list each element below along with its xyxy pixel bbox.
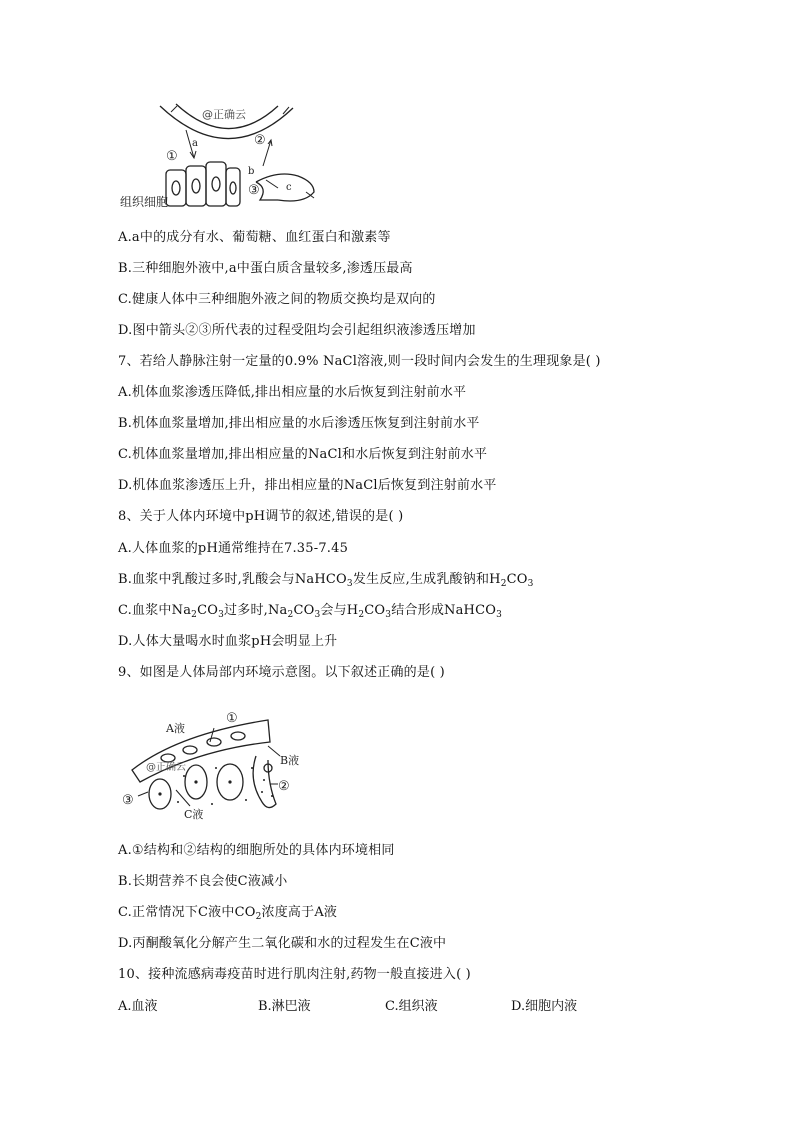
circled-3: ③: [248, 183, 260, 198]
label-a-fluid: A液: [166, 722, 185, 735]
q7-stem: 7、若给人静脉注射一定量的0.9% NaCl溶液,则一段时间内会发生的生理现象是( ): [118, 354, 601, 369]
label-c-fluid: C液: [184, 808, 204, 821]
internal-environment-diagram: [118, 706, 318, 822]
tissue-cell-label: 组织细胞: [120, 195, 169, 209]
label-c: c: [286, 182, 292, 193]
q9-option-d: D.丙酮酸氧化分解产生二氧化碳和水的过程发生在C液中: [118, 936, 447, 951]
q9-option-a: A.①结构和②结构的细胞所处的具体内环境相同: [118, 843, 395, 858]
q6-option-d: D.图中箭头②③所代表的过程受阻均会引起组织液渗透压增加: [118, 323, 476, 338]
q6-option-b: B.三种细胞外液中,a中蛋白质含量较多,渗透压最高: [118, 261, 413, 276]
q9-watermark: @正确云: [146, 762, 186, 773]
circled-1: ①: [166, 149, 178, 164]
q6-option-a: A.a中的成分有水、葡萄糖、血红蛋白和激素等: [118, 230, 391, 245]
watermark-text: @正确云: [202, 108, 246, 121]
q8-stem: 8、关于人体内环境中pH调节的叙述,错误的是( ): [118, 509, 404, 524]
q9-option-b: B.长期营养不良会使C液减小: [118, 874, 288, 889]
q9-circled-2: ②: [278, 779, 290, 794]
q10-option-a: A.血液: [118, 999, 158, 1014]
q8-option-b: B.血浆中乳酸过多时,乳酸会与NaHCO$_3$发生反应,生成乳酸钠和$H_2CO_3$: [118, 572, 534, 589]
q9-option-c: C.正常情况下C液中$CO_2$浓度高于A液: [118, 905, 338, 922]
q6-option-c: C.健康人体中三种细胞外液之间的物质交换均是双向的: [118, 292, 436, 307]
q10-option-c: C.组织液: [385, 999, 438, 1014]
q10-option-d: D.细胞内液: [511, 999, 578, 1014]
circled-2: ②: [254, 133, 266, 148]
label-b-fluid: B液: [280, 754, 300, 767]
label-a: a: [192, 138, 198, 149]
q7-option-b: B.机体血浆量增加,排出相应量的水后渗透压恢复到注射前水平: [118, 416, 480, 431]
q8-option-c: C.血浆中$Na_2CO_3$过多时$,Na_2CO_3$会与$H_2CO_3$结合形成NaHCO$_3$: [118, 603, 503, 620]
q10-option-b: B.淋巴液: [258, 999, 311, 1014]
q9-stem: 9、如图是人体局部内环境示意图。以下叙述正确的是( ): [118, 665, 445, 680]
q9-circled-1: ①: [226, 711, 238, 726]
q10-stem: 10、接种流感病毒疫苗时进行肌肉注射,药物一般直接进入( ): [118, 967, 471, 982]
q7-option-c: C.机体血浆量增加,排出相应量的NaCl和水后恢复到注射前水平: [118, 447, 488, 462]
q7-option-d: D.机体血浆渗透压上升，排出相应量的NaCl后恢复到注射前水平: [118, 478, 497, 493]
q7-option-a: A.机体血浆渗透压降低,排出相应量的水后恢复到注射前水平: [118, 385, 467, 400]
q9-circled-3: ③: [122, 793, 134, 808]
q8-option-a: A.人体血浆的pH通常维持在7.35-7.45: [118, 541, 349, 556]
label-b: b: [248, 166, 255, 177]
q8-option-d: D.人体大量喝水时血浆pH会明显上升: [118, 634, 338, 649]
body-fluid-diagram: [118, 100, 338, 215]
